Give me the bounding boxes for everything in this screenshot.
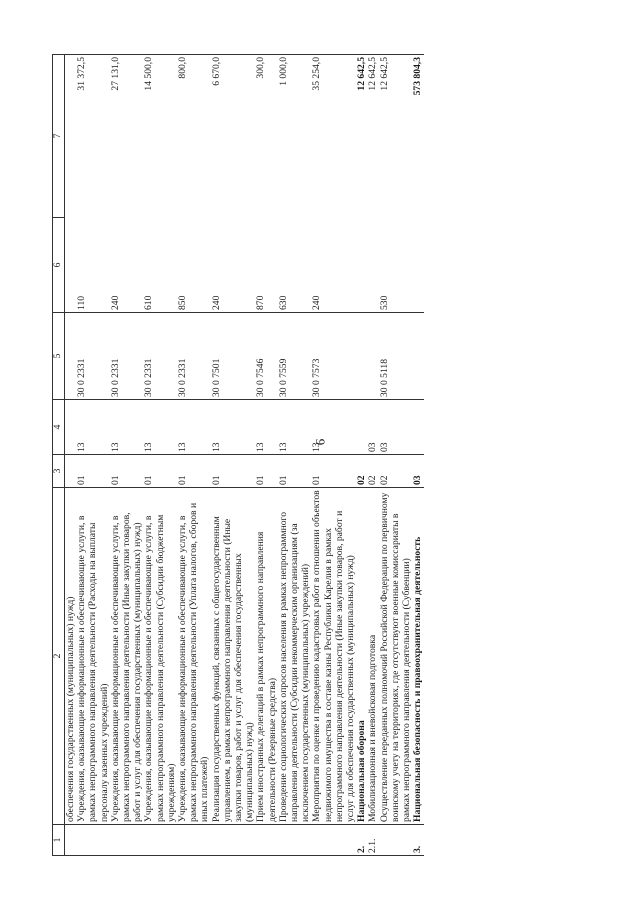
header-row bbox=[53, 55, 65, 856]
row-number bbox=[379, 825, 413, 856]
row-section: 02 bbox=[367, 455, 378, 488]
table-row bbox=[177, 55, 211, 856]
row-subsection bbox=[65, 400, 77, 455]
row-target-code: 30 0 7501 bbox=[211, 313, 256, 400]
row-target-code: 30 0 2331 bbox=[76, 313, 110, 400]
row-target-code bbox=[356, 313, 367, 400]
row-subsection: 13 bbox=[177, 400, 211, 455]
row-amount: 300,0 bbox=[255, 55, 277, 218]
row-number bbox=[278, 825, 312, 856]
table-row bbox=[412, 55, 423, 856]
page-number: 9 bbox=[313, 438, 328, 446]
row-number bbox=[110, 825, 144, 856]
row-subsection: 13 bbox=[143, 400, 177, 455]
row-expense-type: 240 bbox=[311, 218, 356, 313]
row-target-code: 30 0 7559 bbox=[278, 313, 312, 400]
row-subsection: 13 bbox=[211, 400, 256, 455]
row-number bbox=[255, 825, 277, 856]
row-name: Прием иностранных делегаций в рамках непрограммного направления деятельности (Резервные средства) bbox=[255, 488, 277, 825]
row-name: Учреждения, оказывающие информационные и обеспечивающие услуги, в рамках непрограммного направления деятельности (Уплата налогов, сборов и иных платежей) bbox=[177, 488, 211, 825]
row-target-code: 30 0 2331 bbox=[143, 313, 177, 400]
row-number bbox=[76, 825, 110, 856]
row-number bbox=[177, 825, 211, 856]
header-col-3: 3 bbox=[53, 455, 65, 488]
row-target-code: 30 0 2331 bbox=[110, 313, 144, 400]
row-section bbox=[65, 455, 77, 488]
table-row bbox=[278, 55, 312, 856]
row-section: 02 bbox=[379, 455, 413, 488]
row-amount: 27 131,0 bbox=[110, 55, 144, 218]
row-target-code: 30 0 2331 bbox=[177, 313, 211, 400]
row-subsection bbox=[412, 400, 423, 455]
row-target-code: 30 0 7573 bbox=[311, 313, 356, 400]
table-body bbox=[65, 55, 424, 856]
row-subsection: 13 bbox=[76, 400, 110, 455]
row-section: 01 bbox=[255, 455, 277, 488]
row-section: 01 bbox=[76, 455, 110, 488]
row-target-code bbox=[367, 313, 378, 400]
header-col-2: 2 bbox=[53, 488, 65, 825]
row-amount: 6 670,0 bbox=[211, 55, 256, 218]
row-number: 3. bbox=[412, 825, 423, 856]
row-target-code: 30 0 7546 bbox=[255, 313, 277, 400]
row-target-code bbox=[412, 313, 423, 400]
header-col-5: 5 bbox=[53, 313, 65, 400]
row-expense-type bbox=[65, 218, 77, 313]
table-row bbox=[143, 55, 177, 856]
row-expense-type: 870 bbox=[255, 218, 277, 313]
row-amount bbox=[65, 55, 77, 218]
row-name: Мероприятия по оценке и проведению кадастровых работ в отношении объектов недвижимого имущества в составе казны Республики Карелия в рамках непрограммного направления деятельности (Иные закупки товаров, работ и услуг для обеспечения государственных (муниципальных) нужд) bbox=[311, 488, 356, 825]
table-row bbox=[65, 55, 77, 856]
row-amount: 14 500,0 bbox=[143, 55, 177, 218]
header-col-7: 7 bbox=[53, 55, 65, 218]
row-subsection: 03 bbox=[379, 400, 413, 455]
table-row bbox=[367, 55, 378, 856]
row-name: Учреждения, оказывающие информационные и обеспечивающие услуги, в рамках непрограммного направления деятельности (Субсидии бюджетным учреждениям) bbox=[143, 488, 177, 825]
row-amount: 1 000,0 bbox=[278, 55, 312, 218]
row-expense-type bbox=[356, 218, 367, 313]
table-row bbox=[76, 55, 110, 856]
header-col-6: 6 bbox=[53, 218, 65, 313]
row-section: 01 bbox=[311, 455, 356, 488]
table-row bbox=[211, 55, 256, 856]
row-number: 2.1. bbox=[367, 825, 378, 856]
row-number bbox=[211, 825, 256, 856]
row-name: Осуществление переданных полномочий Российской Федерации по первичному воинскому учету на территориях, где отсутствуют военные комиссариаты в рамках непрограммного направления деятельности (Субвенции) bbox=[379, 488, 413, 825]
row-subsection: 13 bbox=[278, 400, 312, 455]
row-target-code: 30 0 5118 bbox=[379, 313, 413, 400]
row-expense-type bbox=[412, 218, 423, 313]
row-amount: 12 642,5 bbox=[367, 55, 378, 218]
row-section: 01 bbox=[143, 455, 177, 488]
row-name: Национальная оборона bbox=[356, 488, 367, 825]
row-target-code bbox=[65, 313, 77, 400]
row-name: обеспечения государственных (муниципальных) нужд) bbox=[65, 488, 77, 825]
row-expense-type: 240 bbox=[110, 218, 144, 313]
header-col-1: 1 bbox=[53, 825, 65, 856]
row-section: 02 bbox=[356, 455, 367, 488]
row-expense-type: 630 bbox=[278, 218, 312, 313]
row-number bbox=[311, 825, 356, 856]
row-subsection bbox=[356, 400, 367, 455]
row-expense-type: 110 bbox=[76, 218, 110, 313]
table-row bbox=[110, 55, 144, 856]
row-number bbox=[65, 825, 77, 856]
row-name: Национальная безопасность и правоохранительная деятельность bbox=[412, 488, 423, 825]
row-subsection: 13 bbox=[311, 400, 356, 455]
row-subsection: 13 bbox=[110, 400, 144, 455]
table-row bbox=[356, 55, 367, 856]
row-expense-type: 530 bbox=[379, 218, 413, 313]
rotated-table-wrapper bbox=[52, 57, 608, 856]
header-col-4: 4 bbox=[53, 400, 65, 455]
row-subsection: 13 bbox=[255, 400, 277, 455]
row-section: 01 bbox=[110, 455, 144, 488]
row-expense-type bbox=[367, 218, 378, 313]
row-name: Реализация государственных функций, связанных с общегосударственным управлением, в рамках непрограммного направления деятельности (Иные закупки товаров, работ и услуг для обеспечения государственных (муниципальных) нужд) bbox=[211, 488, 256, 825]
row-amount: 12 642,5 bbox=[356, 55, 367, 218]
row-section: 03 bbox=[412, 455, 423, 488]
row-number bbox=[143, 825, 177, 856]
budget-table bbox=[52, 54, 424, 856]
row-name: Учреждения, оказывающие информационные и обеспечивающие услуги, в рамках непрограммного направления деятельности (Расходы на выплаты персоналу казенных учреждений) bbox=[76, 488, 110, 825]
row-section: 01 bbox=[211, 455, 256, 488]
table-row bbox=[311, 55, 356, 856]
row-section: 01 bbox=[177, 455, 211, 488]
row-amount: 12 642,5 bbox=[379, 55, 413, 218]
table-row bbox=[255, 55, 277, 856]
row-amount: 573 804,3 bbox=[412, 55, 423, 218]
row-expense-type: 610 bbox=[143, 218, 177, 313]
table-row bbox=[379, 55, 413, 856]
row-amount: 800,0 bbox=[177, 55, 211, 218]
row-expense-type: 240 bbox=[211, 218, 256, 313]
row-subsection: 03 bbox=[367, 400, 378, 455]
row-number: 2. bbox=[356, 825, 367, 856]
row-name: Учреждения, оказывающие информационные и обеспечивающие услуги, в рамках непрограммного направления деятельности (Иные закупки товаров, работ и услуг для обеспечения государственных (муниципальных) нужд) bbox=[110, 488, 144, 825]
row-amount: 31 372,5 bbox=[76, 55, 110, 218]
row-expense-type: 850 bbox=[177, 218, 211, 313]
row-section: 01 bbox=[278, 455, 312, 488]
row-name: Мобилизационная и вневойсковая подготовка bbox=[367, 488, 378, 825]
row-name: Проведение социологических опросов населения в рамках непрограммного направления деятельности (Субсидии некоммерческим организациям (за исключением государственных (муниципальных) учреждений) bbox=[278, 488, 312, 825]
row-amount: 35 254,0 bbox=[311, 55, 356, 218]
